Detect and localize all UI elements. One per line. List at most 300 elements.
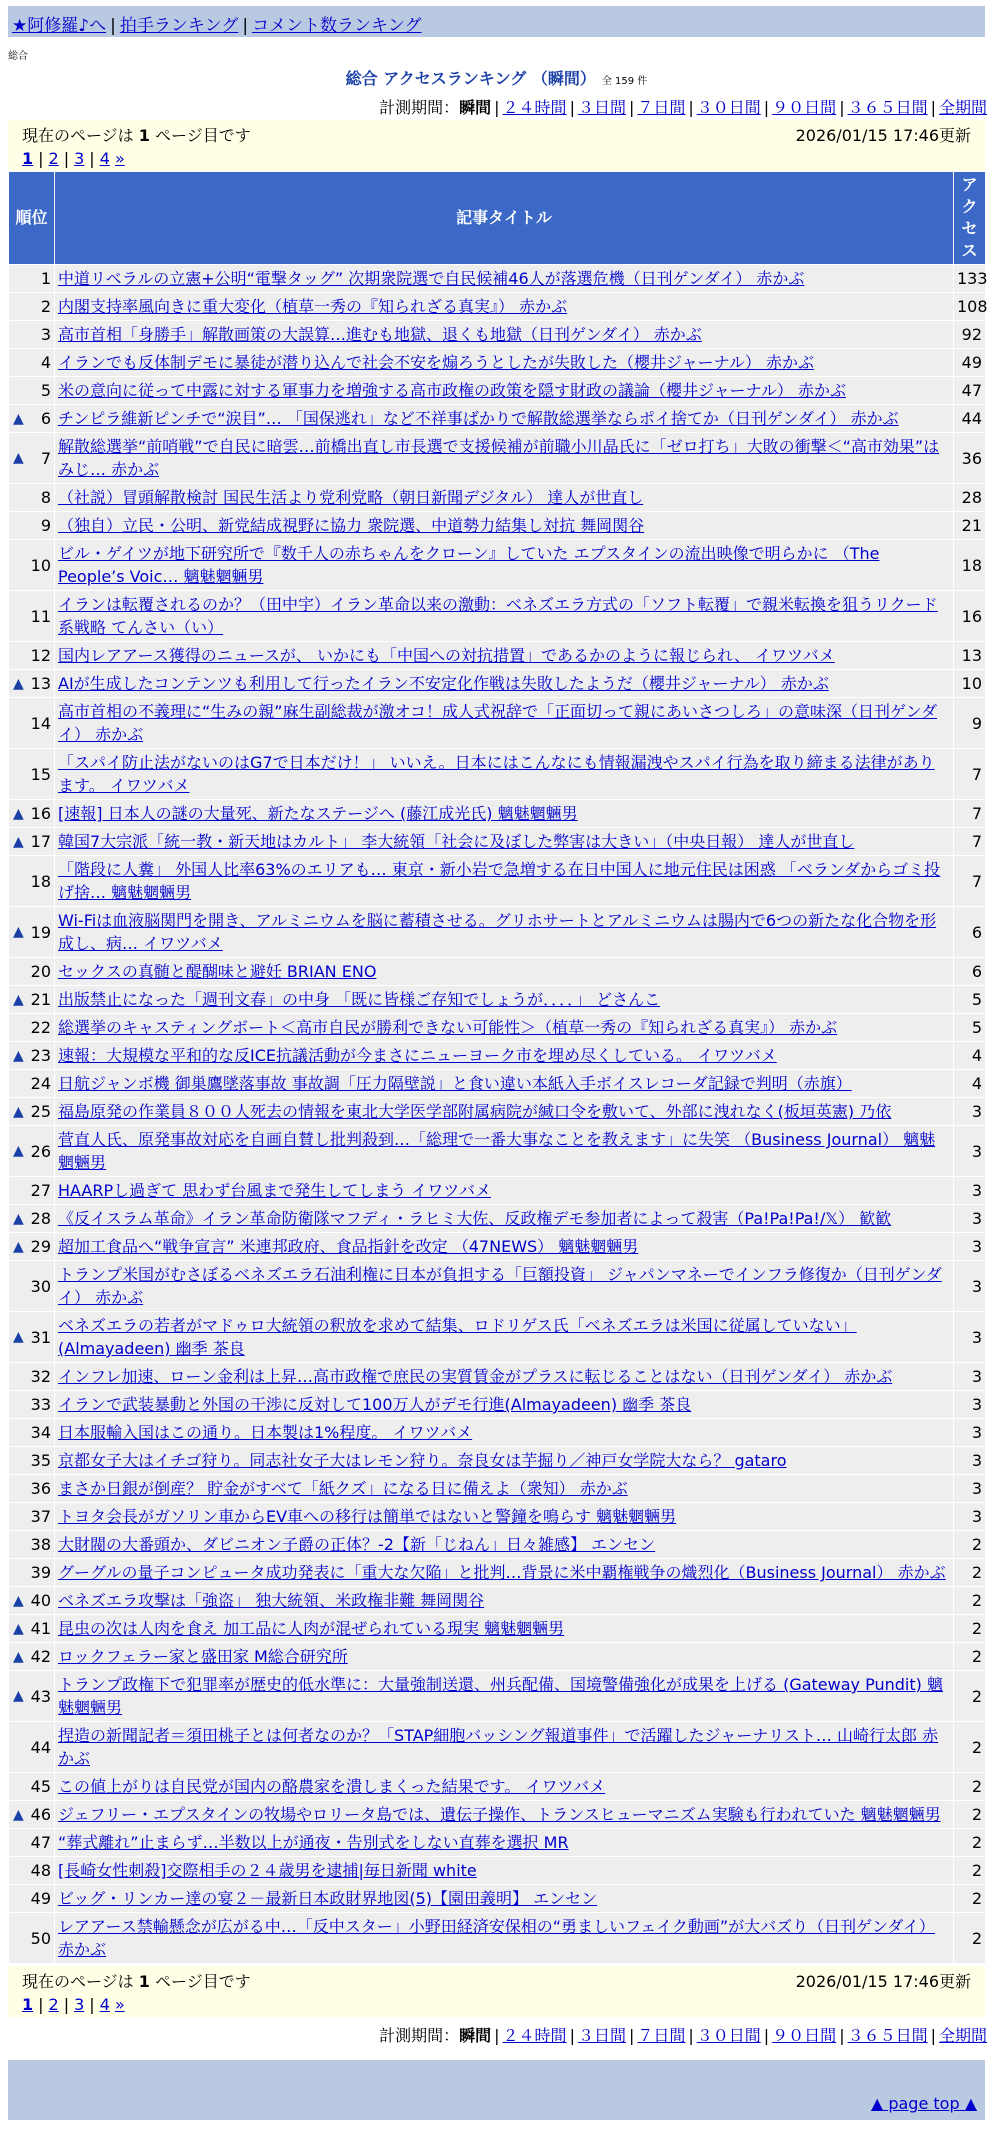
rank-cell <box>9 321 55 349</box>
article-link[interactable]: 昆虫の次は人肉を食え 加工品に人肉が混ぜられている現実 魑魅魍魎男 <box>58 1619 565 1638</box>
title-cell <box>55 591 954 642</box>
rank-number: 7 <box>40 448 51 468</box>
separator: | <box>839 2026 845 2045</box>
period-link[interactable]: ３０日間 <box>696 98 761 117</box>
period-link[interactable]: ２４時間 <box>502 2026 567 2045</box>
access-count: 2 <box>954 1829 986 1857</box>
title-cell <box>55 642 954 670</box>
page-link[interactable]: 4 <box>99 1995 110 2014</box>
article-link[interactable]: 内閣支持率風向きに重大変化（植草一秀の『知られざる真実』） 赤かぶ <box>58 297 568 316</box>
table-row <box>9 1447 986 1475</box>
rank-number: 10 <box>30 555 51 575</box>
rank-up-arrow-icon: ▲ <box>13 1329 24 1345</box>
rank-number: 20 <box>30 962 51 981</box>
rank-number: 49 <box>30 1889 51 1908</box>
article-link[interactable]: トランプ米国がむさぼるベネズエラ石油利権に日本が負担する「巨額投資」 ジャパンマネーでインフラ修復か（日刊ゲンダイ） 赤かぶ <box>58 1265 942 1307</box>
pager-bottom <box>8 1966 985 2017</box>
article-link[interactable]: イランは転覆されるのか？（田中宇）イラン革命以来の激動：ベネズエラ方式の「ソフト転覆」で親米転換を狙うリクード系戦略 てんさい（い） <box>58 595 938 637</box>
title-cell <box>55 1801 954 1829</box>
title-cell <box>55 749 954 800</box>
period-link[interactable]: 全期間 <box>938 2026 987 2045</box>
table-row <box>9 986 986 1014</box>
table-row <box>9 512 986 540</box>
table-row <box>9 1503 986 1531</box>
access-count: 133 <box>954 265 986 293</box>
period-link[interactable]: ３日間 <box>577 98 626 117</box>
rank-cell <box>9 1643 55 1671</box>
article-link[interactable]: 京都女子大はイチゴ狩り。同志社女子大はレモン狩り。奈良女は芋掘り／神戸女学院大なら？ gataro <box>58 1451 787 1470</box>
rank-number: 24 <box>30 1074 51 1093</box>
access-count: 3 <box>954 1312 986 1363</box>
article-link[interactable]: （独自）立民・公明、新党結成視野に協力 衆院選、中道勢力結集し対抗 舞岡関谷 <box>58 516 645 535</box>
rank-number: 38 <box>30 1535 51 1554</box>
title-cell <box>55 512 954 540</box>
title-cell <box>55 1587 954 1615</box>
rank-cell <box>9 1885 55 1913</box>
access-count: 7 <box>954 749 986 800</box>
period-link[interactable]: ９０日間 <box>772 98 837 117</box>
rank-cell <box>9 1205 55 1233</box>
period-link[interactable]: ２４時間 <box>502 98 567 117</box>
article-link[interactable]: グーグルの量子コンピュータ成功発表に「重大な欠陥」と批判…背景に米中覇権戦争の熾烈化（Business Journal） 赤かぶ <box>58 1563 946 1582</box>
title-cell <box>55 484 954 512</box>
rank-number: 11 <box>30 606 51 626</box>
separator: | <box>569 2026 575 2045</box>
title-cell <box>55 1126 954 1177</box>
access-count: 2 <box>954 1615 986 1643</box>
title-cell <box>55 1312 954 1363</box>
table-row <box>9 1559 986 1587</box>
separator: | <box>38 1995 44 2014</box>
table-row <box>9 405 986 433</box>
current-page-text <box>22 123 251 146</box>
rank-cell <box>9 1857 55 1885</box>
pager-status <box>22 1969 971 1992</box>
title-cell <box>55 907 954 958</box>
rank-number: 40 <box>30 1591 51 1610</box>
title-cell <box>55 1070 954 1098</box>
title-cell <box>55 1531 954 1559</box>
separator: | <box>89 149 95 168</box>
rank-cell <box>9 1126 55 1177</box>
period-link[interactable]: ７日間 <box>637 2026 686 2045</box>
page-top-link[interactable]: ▲ page top ▲ <box>870 2094 977 2113</box>
article-link[interactable]: ジェフリー・エプスタインの牧場やロリータ島では、遺伝子操作、トランスヒューマニズム実験も行われていた 魑魅魍魎男 <box>58 1805 941 1824</box>
separator: | <box>494 98 500 117</box>
title-cell <box>55 293 954 321</box>
period-link[interactable]: ３６５日間 <box>847 98 928 117</box>
rank-cell <box>9 1801 55 1829</box>
access-count: 2 <box>954 1587 986 1615</box>
rank-cell <box>9 856 55 907</box>
page-text-post: ページ目です <box>149 126 251 145</box>
title-cell <box>55 1419 954 1447</box>
access-count: 2 <box>954 1913 986 1964</box>
article-link[interactable]: 高市首相「身勝手」解散画策の大誤算…進むも地獄、退くも地獄（日刊ゲンダイ） 赤かぶ <box>58 325 702 344</box>
rank-cell <box>9 800 55 828</box>
article-link[interactable]: セックスの真髄と醍醐味と避妊 BRIAN ENO <box>58 962 377 981</box>
ranking-table <box>8 171 986 1964</box>
rank-number: 18 <box>30 871 51 891</box>
access-count: 3 <box>954 1419 986 1447</box>
access-header: アクセス <box>954 172 986 265</box>
rank-cell <box>9 1363 55 1391</box>
rank-up-arrow-icon: ▲ <box>13 410 24 427</box>
access-count: 2 <box>954 1885 986 1913</box>
table-row <box>9 433 986 484</box>
table-row <box>9 349 986 377</box>
table-row <box>9 958 986 986</box>
title-cell <box>55 1447 954 1475</box>
article-link[interactable]: 出版禁止になった「週刊文春」の中身 「既に皆様ご存知でしょうが．．．．」 どさんこ <box>58 990 661 1009</box>
page-title: 総合 アクセスランキング （瞬間） <box>345 69 596 88</box>
rank-header: 順位 <box>9 172 55 265</box>
table-row <box>9 828 986 856</box>
applause-ranking-link[interactable]: 拍手ランキング <box>119 16 239 36</box>
rank-cell <box>9 1233 55 1261</box>
page-links <box>22 149 971 168</box>
separator: | <box>628 2026 635 2045</box>
title-cell <box>55 349 954 377</box>
article-link[interactable]: 総選挙のキャスティングボート＜高市自民が勝利できない可能性＞（植草一秀の『知られざる真実』） 赤かぶ <box>58 1018 838 1037</box>
title-cell <box>55 1503 954 1531</box>
rank-number: 21 <box>30 990 51 1009</box>
article-link[interactable]: トヨタ会長がガソリン車からEV車への移行は簡単ではないと警鐘を鳴らす 魑魅魍魎男 <box>58 1507 677 1526</box>
article-link[interactable]: “葬式離れ”止まらず…半数以上が通夜・告別式をしない直葬を選択 MR <box>58 1833 569 1852</box>
rank-number: 3 <box>40 325 51 344</box>
table-row <box>9 1615 986 1643</box>
rank-cell <box>9 1503 55 1531</box>
rank-cell <box>9 1559 55 1587</box>
table-row <box>9 1205 986 1233</box>
rank-number: 26 <box>30 1141 51 1161</box>
article-link[interactable]: 「階段に人糞」 外国人比率63%のエリアも… 東京・新小岩で急増する在日中国人に地元住民は困惑 「ベランダからゴミ投げ捨… 魑魅魍魎男 <box>58 860 941 902</box>
title-cell <box>55 1363 954 1391</box>
title-cell <box>55 1233 954 1261</box>
table-row <box>9 377 986 405</box>
rank-number: 42 <box>30 1647 51 1666</box>
title-cell <box>55 1014 954 1042</box>
access-count: 2 <box>954 1722 986 1773</box>
title-cell <box>55 1722 954 1773</box>
rank-up-arrow-icon: ▲ <box>13 1620 24 1637</box>
period-selector-top <box>0 95 987 118</box>
access-count: 2 <box>954 1857 986 1885</box>
rank-cell <box>9 1615 55 1643</box>
rank-cell <box>9 1913 55 1964</box>
title-cell <box>55 1177 954 1205</box>
article-link[interactable]: 《反イスラム革命》イラン革命防衛隊マフディ・ラヒミ大佐、反政権デモ参加者によって殺害（Pa!Pa!Pa!/𝕏） 歓歓 <box>58 1209 892 1228</box>
period-link[interactable]: ９０日間 <box>772 2026 837 2045</box>
article-link[interactable]: イランでも反体制デモに暴徒が潜り込んで社会不安を煽ろうとしたが失敗した（櫻井ジャーナル） 赤かぶ <box>58 353 814 372</box>
table-row <box>9 1363 986 1391</box>
access-count: 3 <box>954 1261 986 1312</box>
separator: | <box>63 149 70 168</box>
article-link[interactable]: トランプ政権下で犯罪率が歴史的低水準に：大量強制送還、州兵配備、国境警備強化が成果を上げる (Gateway Pundit) 魑魅魍魎男 <box>58 1675 943 1717</box>
period-link[interactable]: 全期間 <box>938 98 987 117</box>
page-link[interactable]: 1 <box>22 1995 34 2014</box>
updated-timestamp: 2026/01/15 17:46更新 <box>795 126 971 145</box>
access-count: 2 <box>954 1671 986 1722</box>
rank-number: 46 <box>30 1805 51 1824</box>
period-link[interactable]: ３６５日間 <box>847 2026 928 2045</box>
table-row <box>9 1587 986 1615</box>
article-link[interactable]: 日本服輸入国はこの通り。日本製は1%程度。 イワツバメ <box>58 1423 473 1442</box>
table-row <box>9 1177 986 1205</box>
access-count: 9 <box>954 698 986 749</box>
rank-number: 31 <box>30 1327 51 1347</box>
rank-number: 25 <box>30 1102 51 1121</box>
title-header: 記事タイトル <box>55 172 954 265</box>
access-count: 3 <box>954 1363 986 1391</box>
article-link[interactable]: 福島原発の作業員８００人死去の情報を東北大学医学部附属病院が緘口令を敷いて、外部に洩れなく(板垣英憲) 乃依 <box>58 1102 892 1121</box>
access-count: 7 <box>954 856 986 907</box>
table-row <box>9 1913 986 1964</box>
rank-number: 44 <box>30 1737 51 1757</box>
article-link[interactable]: 日航ジャンボ機 御巣鷹墜落事故 事故調「圧力隔壁説」と食い違い本紙入手ボイスレコーダ記録で判明（赤旗） <box>58 1074 852 1093</box>
rank-up-arrow-icon: ▲ <box>13 450 24 466</box>
rank-number: 28 <box>30 1209 51 1228</box>
period-current: 瞬間 <box>459 98 492 117</box>
page-link[interactable]: 4 <box>99 149 110 168</box>
title-cell <box>55 828 954 856</box>
access-count: 49 <box>954 349 986 377</box>
table-row <box>9 1042 986 1070</box>
rank-number: 14 <box>30 713 51 733</box>
page-link[interactable]: 1 <box>22 149 34 168</box>
current-page-number: 1 <box>138 1972 150 1991</box>
access-count: 3 <box>954 1126 986 1177</box>
table-row <box>9 1801 986 1829</box>
article-link[interactable]: Wi-Fiは血液脳関門を開き、アルミニウムを脳に蓄積させる。グリホサートとアルミニウムは腸内で6つの新たな化合物を形成し、病… イワツバメ <box>58 911 937 953</box>
table-row <box>9 670 986 698</box>
title-cell <box>55 377 954 405</box>
separator: | <box>763 98 770 117</box>
title-cell <box>55 1098 954 1126</box>
table-row <box>9 321 986 349</box>
article-link[interactable]: まさか日銀が倒産？ 貯金がすべて「紙クズ」になる日に備えよ（衆知） 赤かぶ <box>58 1479 628 1498</box>
title-cell <box>55 1391 954 1419</box>
title-cell <box>55 1913 954 1964</box>
period-link[interactable]: ３０日間 <box>696 2026 761 2045</box>
rank-up-arrow-icon: ▲ <box>13 833 24 850</box>
article-link[interactable]: 国内レアアース獲得のニュースが、 いかにも「中国への対抗措置」であるかのように報じられ、 イワツバメ <box>58 646 835 665</box>
page-link-current[interactable] <box>22 1995 33 2014</box>
article-link[interactable]: 大財閥の大番頭か、ダビニオン子爵の正体？-2【新「じねん」日々雑感】 エンセン <box>58 1535 656 1554</box>
separator: | <box>930 2026 936 2045</box>
separator: | <box>763 2026 770 2045</box>
title-cell <box>55 1559 954 1587</box>
rank-number: 15 <box>30 764 51 784</box>
rank-up-arrow-icon: ▲ <box>13 1210 24 1227</box>
title-cell <box>55 698 954 749</box>
table-row <box>9 1722 986 1773</box>
rank-number: 19 <box>30 922 51 942</box>
article-link[interactable]: ビッグ・リンカー達の宴２－最新日本政財界地図(5)【園田義明】 エンセン <box>58 1889 598 1908</box>
table-row <box>9 591 986 642</box>
article-link[interactable]: 韓国7大宗派「統一教・新天地はカルト」 李大統領「社会に及ぼした弊害は大きい」（中央日報） 達人が世直し <box>58 832 855 851</box>
article-link[interactable]: インフレ加速、ローン金利は上昇…高市政権で庶民の実質賃金がプラスに転じることはない（日刊ゲンダイ） 赤かぶ <box>58 1367 893 1386</box>
period-link[interactable]: ７日間 <box>637 98 686 117</box>
rank-cell <box>9 1447 55 1475</box>
separator: | <box>839 98 845 117</box>
page-link-current[interactable] <box>22 149 33 168</box>
access-count: 21 <box>954 512 986 540</box>
article-link[interactable]: 捏造の新聞記者＝須田桃子とは何者なのか？「STAP細胞バッシング報道事件」で活躍したジャーナリスト… 山崎行太郎 赤かぶ <box>58 1726 939 1768</box>
rank-cell <box>9 293 55 321</box>
next-page-link[interactable]: » <box>114 1995 125 2014</box>
article-link[interactable]: [長崎女性刺殺]交際相手の２４歳男を逮捕|毎日新聞 white <box>58 1861 477 1880</box>
rank-number: 12 <box>30 646 51 665</box>
separator: | <box>89 1995 95 2014</box>
title-cell <box>55 1885 954 1913</box>
title-cell <box>55 986 954 1014</box>
access-count: 6 <box>954 907 986 958</box>
access-count: 2 <box>954 1531 986 1559</box>
rank-cell <box>9 1312 55 1363</box>
rank-number: 33 <box>30 1395 51 1414</box>
access-count: 2 <box>954 1773 986 1801</box>
article-link[interactable]: 菅直人氏、原発事故対応を自画自賛し批判殺到…「総理で一番大事なことを教えます」に失笑 （Business Journal） 魑魅魍魎男 <box>58 1130 936 1172</box>
period-selector-bottom <box>0 2023 987 2046</box>
rank-cell <box>9 1773 55 1801</box>
access-count: 3 <box>954 1391 986 1419</box>
rank-number: 23 <box>30 1046 51 1065</box>
home-link[interactable]: ★阿修羅♪へ <box>12 16 107 36</box>
table-row <box>9 642 986 670</box>
rank-number: 30 <box>30 1276 51 1296</box>
article-link[interactable]: 米の意向に従って中露に対する軍事力を増強する高市政権の政策を隠す財政の議論（櫻井ジャーナル） 赤かぶ <box>58 381 846 400</box>
access-count: 3 <box>954 1475 986 1503</box>
title-cell <box>55 1261 954 1312</box>
rank-cell <box>9 405 55 433</box>
table-row <box>9 1671 986 1722</box>
article-link[interactable]: AIが生成したコンテンツも利用して行ったイラン不安定化作戦は失敗したようだ（櫻井ジャーナル） 赤かぶ <box>58 674 829 693</box>
breadcrumb: 総合 <box>8 51 28 62</box>
table-row <box>9 265 986 293</box>
table-row <box>9 1531 986 1559</box>
rank-up-arrow-icon: ▲ <box>13 675 24 692</box>
page-link[interactable]: 3 <box>74 149 85 168</box>
rank-up-arrow-icon: ▲ <box>13 1592 24 1609</box>
table-row <box>9 1773 986 1801</box>
title-cell <box>55 1205 954 1233</box>
access-count: 108 <box>954 293 986 321</box>
rank-up-arrow-icon: ▲ <box>13 1143 24 1159</box>
rank-number: 17 <box>30 832 51 851</box>
rank-number: 4 <box>40 353 51 372</box>
page-link[interactable]: 2 <box>48 149 59 168</box>
table-row <box>9 1391 986 1419</box>
table-row <box>9 1014 986 1042</box>
article-link[interactable]: HAARPし過ぎて 思わず台風まで発生してしまう イワツバメ <box>58 1181 491 1200</box>
table-row <box>9 1419 986 1447</box>
title-cell <box>55 958 954 986</box>
article-link[interactable]: レアアース禁輸懸念が広がる中…「反中スター」小野田経済安保相の“勇ましいフェイク動画”が大バズり（日刊ゲンダイ） 赤かぶ <box>58 1917 935 1959</box>
rank-cell <box>9 642 55 670</box>
article-link[interactable]: ロックフェラー家と盛田家 M総合研究所 <box>58 1647 348 1666</box>
table-row <box>9 1857 986 1885</box>
access-count: 3 <box>954 1098 986 1126</box>
table-row <box>9 1098 986 1126</box>
title-cell <box>55 1475 954 1503</box>
article-link[interactable]: 速報：大規模な平和的な反ICE抗議活動が今まさにニューヨーク市を埋め尽くしている。 イワツバメ <box>58 1046 777 1065</box>
access-count: 44 <box>954 405 986 433</box>
table-row <box>9 856 986 907</box>
rank-number: 32 <box>30 1367 51 1386</box>
article-link[interactable]: ベネズエラ攻撃は「強盗」 独大統領、米政権非難 舞岡関谷 <box>58 1591 485 1610</box>
rank-number: 16 <box>30 804 51 823</box>
article-link[interactable]: イランで武装暴動と外国の干渉に反対して100万人がデモ行進(Almayadeen) 幽季 茶良 <box>58 1395 692 1414</box>
access-count: 3 <box>954 1205 986 1233</box>
article-link[interactable]: ビル・ゲイツが地下研究所で『数千人の赤ちゃんをクローン』していた エプスタインの流出映像で明らかに （The People’s Voic… 魑魅魍魎男 <box>58 544 880 586</box>
article-link[interactable]: ベネズエラの若者がマドゥロ大統領の釈放を求めて結集、ロドリゲス氏「ベネズエラは米国に従属していない」(Almayadeen) 幽季 茶良 <box>58 1316 857 1358</box>
separator: | <box>569 98 575 117</box>
access-count: 18 <box>954 540 986 591</box>
rank-number: 8 <box>40 488 51 507</box>
article-link[interactable]: [速報] 日本人の謎の大量死、新たなステージへ (藤江成光氏) 魑魅魍魎男 <box>58 804 578 823</box>
rank-cell <box>9 986 55 1014</box>
title-cell <box>55 265 954 293</box>
next-page-link[interactable]: » <box>114 149 125 168</box>
access-count: 4 <box>954 1070 986 1098</box>
separator: | <box>688 2026 694 2045</box>
page-top-bar <box>8 2090 985 2120</box>
rank-cell <box>9 1419 55 1447</box>
article-link[interactable]: 高市首相の不義理に“生みの親”麻生副総裁が激オコ！成人式祝辞で「正面切って親にあいさつしろ」の意味深（日刊ゲンダイ） 赤かぶ <box>58 702 937 744</box>
rank-cell <box>9 698 55 749</box>
separator: | <box>38 149 44 168</box>
table-header-row <box>9 172 986 265</box>
access-count: 13 <box>954 642 986 670</box>
rank-cell <box>9 512 55 540</box>
rank-cell <box>9 1070 55 1098</box>
article-link[interactable]: （社説）冒頭解散検討 国民生活より党利党略（朝日新聞デジタル） 達人が世直し <box>58 488 644 507</box>
rank-cell <box>9 958 55 986</box>
page-links <box>22 1995 971 2014</box>
title-block <box>0 66 993 89</box>
article-link[interactable]: 解散総選挙“前哨戦”で自民に暗雲…前橋出直し市長選で支援候補が前職小川晶氏に「ゼロ打ち」大敗の衝撃＜“高市効果”はみじ… 赤かぶ <box>58 437 940 479</box>
rank-number: 45 <box>30 1777 51 1796</box>
pager-top <box>8 120 985 171</box>
article-link[interactable]: チンピラ維新ピンチで“涙目”… 「国保逃れ」など不祥事ばかりで解散総選挙ならポイ捨てか（日刊ゲンダイ） 赤かぶ <box>58 409 899 428</box>
rank-up-arrow-icon: ▲ <box>13 1238 24 1255</box>
rank-up-arrow-icon: ▲ <box>13 924 24 940</box>
access-count: 3 <box>954 1447 986 1475</box>
table-row <box>9 800 986 828</box>
updated-timestamp: 2026/01/15 17:46更新 <box>795 1972 971 1991</box>
table-row <box>9 1233 986 1261</box>
pager-status <box>22 123 971 146</box>
table-row <box>9 1475 986 1503</box>
separator: | <box>930 98 936 117</box>
article-link[interactable]: 超加工食品へ“戦争宣言” 米連邦政府、食品指針を改定 （47NEWS） 魑魅魍魎男 <box>58 1237 639 1256</box>
page-link[interactable]: 2 <box>48 1995 59 2014</box>
article-link[interactable]: この値上がりは自民党が国内の酪農家を潰しまくった結果です。 イワツバメ <box>58 1777 606 1796</box>
access-count: 2 <box>954 1801 986 1829</box>
table-row <box>9 293 986 321</box>
rank-number: 34 <box>30 1423 51 1442</box>
rank-number: 37 <box>30 1507 51 1526</box>
rank-number: 41 <box>30 1619 51 1638</box>
page-link[interactable]: 3 <box>74 1995 85 2014</box>
article-link[interactable]: 「スパイ防止法がないのはG7で日本だけ！」 いいえ。日本にはこんなにも情報漏洩やスパイ行為を取り締まる法律があります。 イワツバメ <box>58 753 935 795</box>
title-cell <box>55 1857 954 1885</box>
article-link[interactable]: 中道リベラルの立憲+公明“電撃タッグ” 次期衆院選で自民候補46人が落選危機（日刊ゲンダイ） 赤かぶ <box>58 269 805 288</box>
period-link[interactable]: ３日間 <box>577 2026 626 2045</box>
comment-ranking-link[interactable]: コメント数ランキング <box>252 16 422 36</box>
table-row <box>9 1643 986 1671</box>
